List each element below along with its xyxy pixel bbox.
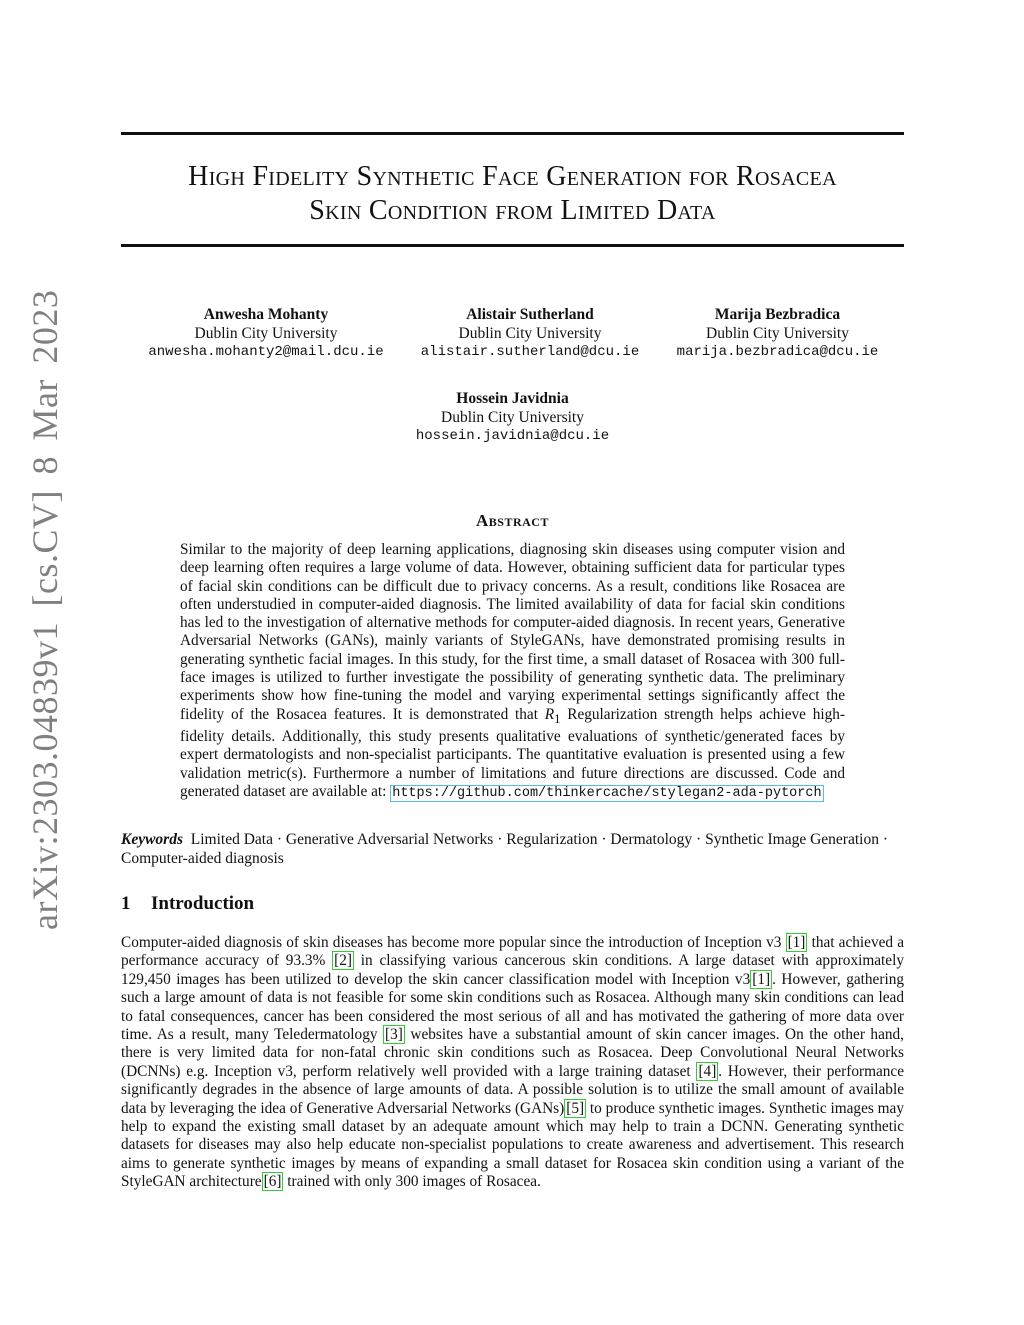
math-r-subscript: 1	[554, 711, 561, 726]
keywords	[121, 831, 904, 868]
author-block	[121, 305, 411, 362]
section-title: Introduction	[151, 893, 255, 914]
citation-link[interactable]: [5]	[566, 1099, 585, 1117]
paragraph-text: websites have a substantial amount of skin cancer images. On the other hand, there is very limited data for non-fatal chronic skin conditions such as Rosacea. Deep Convolutional Neural Networks (DCNNs) e.g. Inception v3, perform relatively well provided with a large training dataset	[121, 1026, 904, 1080]
paragraph-text: Computer-aided diagnosis of skin diseases has become more popular since the introduction of Inception v3	[121, 934, 786, 951]
paragraph-text: that achieved a performance accuracy of 93.3%	[121, 934, 904, 970]
citation-link[interactable]: [2]	[334, 952, 352, 970]
abstract-text: Regularization strength helps achieve high-fidelity details. Additionally, this study presents qualitative evaluations of synthetic/generated faces by expert dermatologists and non-specialist participants. The quantitative evaluation is presented using a few validation metric(s). Furthermore a number of limitations and future directions are discussed. Code and generated dataset are available at:	[180, 705, 845, 800]
citation-link[interactable]: [6]	[263, 1173, 282, 1191]
author-email[interactable]: anwesha.mohanty2@mail.dcu.ie	[148, 344, 384, 360]
abstract-heading: Abstract	[476, 511, 549, 530]
keywords-label: Keywords	[121, 831, 183, 848]
author-name: Alistair Sutherland	[466, 306, 594, 323]
author-email[interactable]: hossein.javidnia@dcu.ie	[415, 428, 610, 444]
section-number: 1	[121, 893, 131, 914]
citation-link[interactable]: [1]	[752, 970, 771, 988]
author-email[interactable]: alistair.sutherland@dcu.ie	[420, 344, 640, 360]
author-block	[655, 305, 900, 362]
citation-link[interactable]: [3]	[385, 1026, 403, 1044]
title-bottom-rule	[121, 244, 904, 247]
title-top-rule	[121, 132, 904, 135]
keywords-list: Limited Data · Generative Adversarial Networks · Regularization · Dermatology · Synthetic Image Generation · Computer-aided diagnosis	[121, 831, 889, 867]
author-affiliation: Dublin City University	[458, 325, 602, 342]
author-block	[400, 305, 660, 362]
paragraph-text: in classifying various cancerous skin conditions. A large dataset with approximately 129,450 images has been utilized to develop the skin cancer classification model with Inception v3	[121, 952, 904, 988]
citation-link[interactable]: [1]	[787, 934, 806, 951]
math-r: R	[544, 705, 555, 723]
author-affiliation: Dublin City University	[194, 325, 338, 342]
author-affiliation: Dublin City University	[706, 325, 849, 342]
abstract-body	[180, 541, 845, 803]
title-line-1: High Fidelity Synthetic Face Generation for Rosacea	[188, 161, 837, 192]
code-repository-link[interactable]: https://github.com/thinkercache/stylegan2-ada-pytorch	[392, 785, 822, 801]
paper-title	[121, 160, 904, 228]
introduction-paragraph	[121, 934, 904, 1192]
paragraph-text: . However, gathering such a large amount of data is not feasible for some skin conditions such as Rosacea. Although many skin conditions can lead to fatal consequences, cancer has been considered the most serious of all and has motivated the gathering of more data over time. As a result, many Teledermatology	[121, 970, 904, 1044]
author-affiliation: Dublin City University	[441, 409, 584, 426]
arxiv-identifier-stamp: arXiv:2303.04839v1 [cs.CV] 8 Mar 2023	[25, 289, 65, 930]
author-name: Marija Bezbradica	[714, 306, 841, 323]
section-heading	[121, 893, 254, 915]
author-email[interactable]: marija.bezbradica@dcu.ie	[676, 344, 879, 360]
paragraph-text: trained with only 300 images of Rosacea.	[283, 1173, 541, 1191]
abstract-text: Similar to the majority of deep learning applications, diagnosing skin diseases using computer vision and deep learning often requires a large volume of data. However, obtaining sufficient data for particular types of facial skin conditions can be difficult due to privacy concerns. As a result, conditions like Rosacea are often understudied in computer-aided diagnosis. The limited availability of data for facial skin conditions has led to the investigation of alternative methods for computer-aided diagnosis. In recent years, Generative Adversarial Networks (GANs), mainly variants of StyleGANs, have demonstrated promising results in generating synthetic facial images. In this study, for the first time, a small dataset of Rosacea with 300 full-face images is utilized to further investigate the possibility of generating synthetic data. The preliminary experiments show how fine-tuning the model and varying experimental settings significantly affect the fidelity of the Rosacea features. It is demonstrated that	[180, 541, 845, 723]
paragraph-text: . However, their performance significantly degrades in the absence of large amounts of data. A possible solution is to utilize the small amount of available data by leveraging the idea of Generative Adversarial Networks (GANs)	[121, 1062, 904, 1117]
paragraph-text: to produce synthetic images. Synthetic images may help to expand the existing small dataset by an adequate amount which may help to train a DCNN. Generating synthetic datasets for diseases may also help educate non-specialist populations to create awareness and advertisement. This research aims to generate synthetic images by means of expanding a small dataset for Rosacea skin condition using a variant of the StyleGAN architecture	[121, 1099, 904, 1191]
author-name: Anwesha Mohanty	[203, 306, 329, 323]
title-line-2: Skin Condition from Limited Data	[309, 195, 716, 226]
author-name: Hossein Javidnia	[456, 390, 569, 407]
author-block	[400, 389, 625, 446]
citation-link[interactable]: [4]	[698, 1062, 717, 1080]
